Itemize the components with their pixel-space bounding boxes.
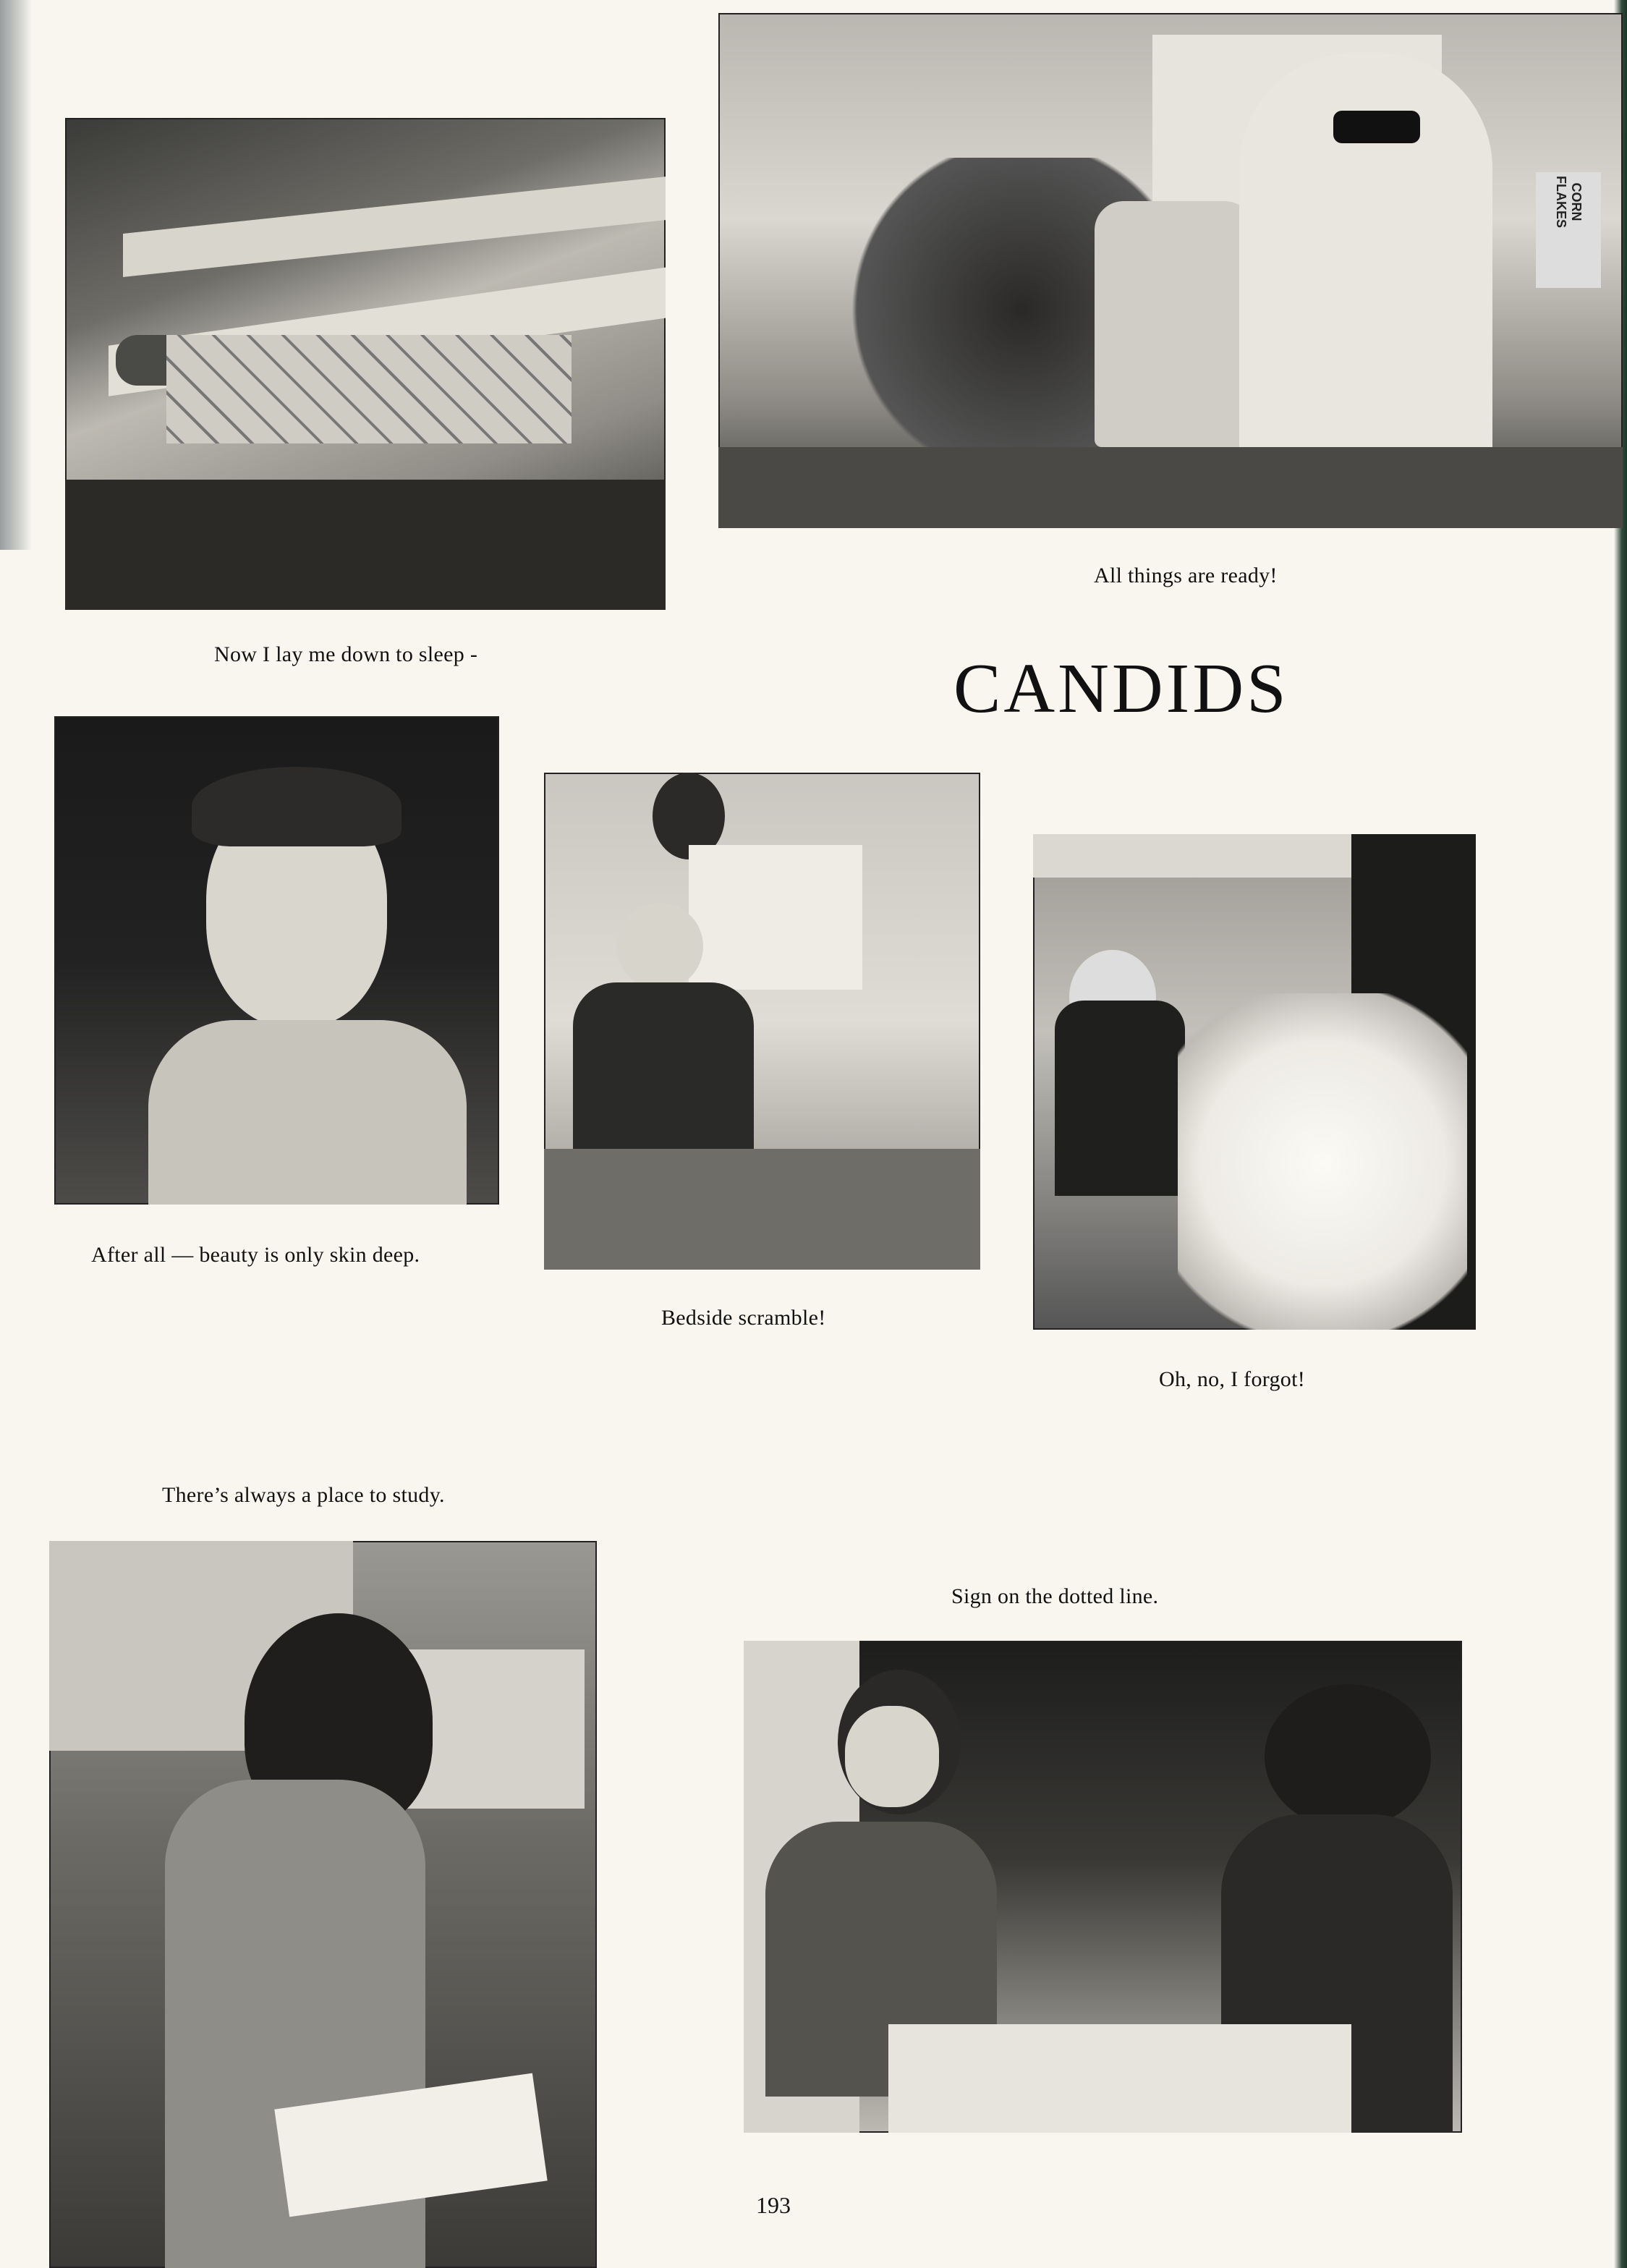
photo-sleeping-pew <box>65 118 666 610</box>
photo-sign <box>744 1641 1462 2133</box>
page-number: 193 <box>756 2192 791 2218</box>
caption-forgot: Oh, no, I forgot! <box>1159 1367 1306 1391</box>
cereal-box-label: CORN FLAKES <box>1554 176 1584 228</box>
caption-study: There’s always a place to study. <box>162 1483 445 1507</box>
photo-curlers <box>54 716 499 1205</box>
photo-study <box>49 1541 597 2268</box>
caption-ready: All things are ready! <box>1094 564 1278 587</box>
caption-sleep: Now I lay me down to sleep - <box>214 642 478 666</box>
page-edge-left <box>0 0 32 550</box>
photo-flowers <box>1033 834 1476 1330</box>
caption-scramble: Bedside scramble! <box>661 1306 826 1330</box>
caption-beauty: After all — beauty is only skin deep. <box>91 1243 420 1267</box>
photo-kitchen-table <box>718 13 1623 528</box>
caption-sign: Sign on the dotted line. <box>951 1584 1159 1608</box>
page-title: CANDIDS <box>953 650 1289 728</box>
photo-bedside-scramble <box>544 773 980 1270</box>
